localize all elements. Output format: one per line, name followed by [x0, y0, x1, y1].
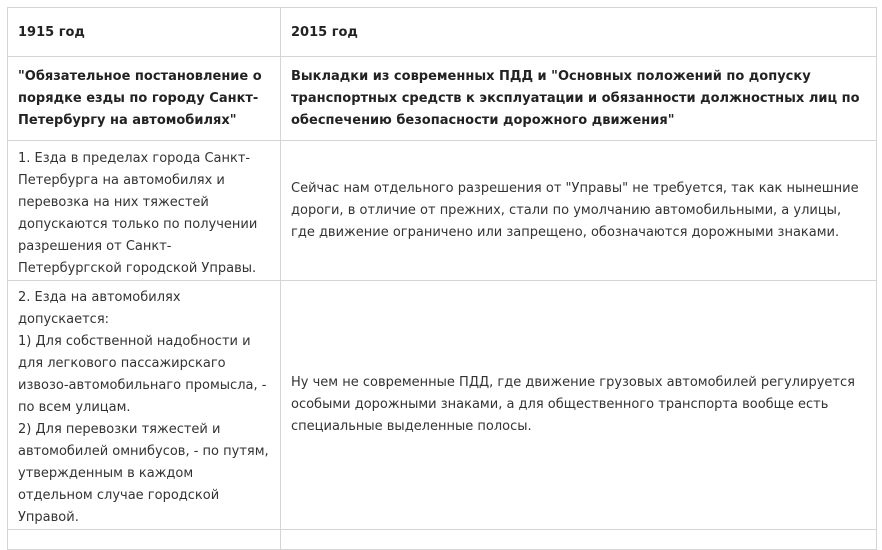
- table-row: [8, 530, 877, 550]
- rule-cell-2015: [281, 141, 877, 281]
- rule-cell-1915: [8, 141, 281, 281]
- table-row: [8, 141, 877, 281]
- title-cell-2015: [281, 57, 877, 141]
- document-title-2015: Выкладки из современных ПДД и "Основных положений по допуску транспортных средств к эксплуатации и обязанности должностных лиц по обеспечению безопасности дорожного движения": [291, 69, 860, 128]
- empty-cell: [281, 530, 877, 550]
- rule-text-1915: [18, 281, 270, 529]
- header-1915-label: 1915 год: [18, 25, 85, 40]
- rule-line: 1) Для собственной надобности и для легкового пассажирскаго извозо-автомобильнаго промысла, - по всем улицам.: [18, 334, 267, 415]
- rule-cell-1915: [8, 281, 281, 530]
- header-cell-2015: [281, 8, 877, 57]
- rule-cell-2015: [281, 281, 877, 530]
- empty-cell: [8, 530, 281, 550]
- header-2015-label: 2015 год: [291, 25, 358, 40]
- rule-text-1915: 1. Езда в пределах города Санкт-Петербурга на автомобилях и перевозка на них тяжестей допускаются только по получении разрешения от Санкт-Петербургской городской Управы.: [18, 151, 258, 276]
- comparison-table: [7, 7, 877, 550]
- rule-text-2015: Ну чем не современные ПДД, где движение грузовых автомобилей регулируется особыми дорожными знаками, а для общественного транспорта вообще есть специальные выделенные полосы.: [291, 375, 855, 434]
- title-cell-1915: [8, 57, 281, 141]
- rule-text-2015: Сейчас нам отдельного разрешения от "Управы" не требуется, так как нынешние дороги, в отличие от прежних, стали по умолчанию автомобильными, а улицы, где движение ограничено или запрещено, обозначаются дорожными знаками.: [291, 180, 859, 240]
- table-header-row: [8, 8, 877, 57]
- table-row: [8, 57, 877, 141]
- table-row: [8, 281, 877, 530]
- rule-line: 2. Езда на автомобилях допускается:: [18, 290, 181, 327]
- header-cell-1915: [8, 8, 281, 57]
- document-title-1915: "Обязательное постановление о порядке езды по городу Санкт-Петербургу на автомобилях": [18, 69, 262, 128]
- rule-line: 2) Для перевозки тяжестей и автомобилей омнибусов, - по путям, утвержденным в каждом отдельном случае городской Управой.: [18, 422, 269, 525]
